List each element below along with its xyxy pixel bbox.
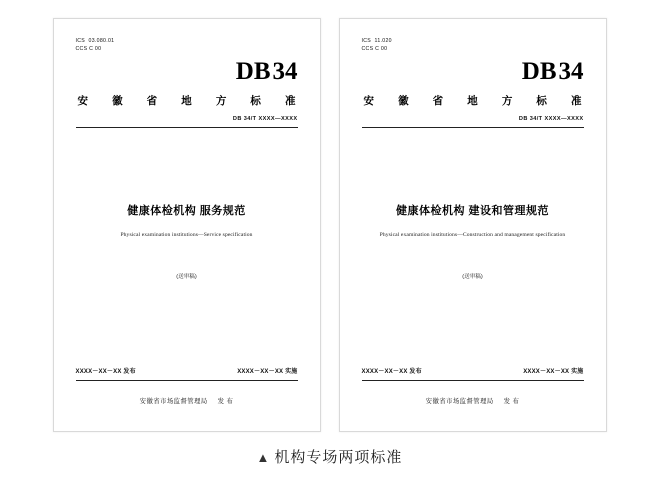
issuer-name: 安徽省市场监督管理局 — [139, 398, 208, 405]
title-block — [76, 202, 298, 238]
ccs-code: CCS C 00 — [75, 46, 102, 52]
triangle-marker-icon: ▲ — [256, 450, 271, 465]
province-char: 地 — [467, 95, 478, 107]
province-char: 地 — [181, 95, 192, 107]
classification-codes — [362, 37, 584, 53]
draft-status-note: (送审稿) — [176, 274, 197, 280]
footer-divider — [362, 380, 584, 381]
province-standard-title — [362, 93, 584, 108]
standard-title-en: Physical examination institutions—Construction and management specification — [379, 232, 566, 238]
issue-date: XXXX－XX－XX 发布 — [75, 369, 136, 375]
province-char: 徽 — [112, 95, 123, 107]
standard-cover-service-specification — [53, 18, 321, 432]
province-char: 方 — [215, 95, 227, 107]
ccs-code: CCS C 00 — [361, 46, 388, 52]
issuer-line — [76, 396, 298, 405]
province-char: 省 — [432, 95, 444, 107]
province-char: 省 — [146, 95, 158, 107]
issuer-name: 安徽省市场监督管理局 — [425, 398, 494, 405]
footer-divider — [76, 380, 298, 381]
caption-text: 机构专场两项标准 — [274, 449, 403, 466]
dates-row — [362, 366, 584, 375]
cover-content — [362, 37, 584, 417]
db-logo-number: 34 — [558, 58, 584, 85]
province-char: 方 — [501, 95, 513, 107]
ics-code: ICS 03.080.01 — [75, 38, 115, 44]
db-logo-number: 34 — [272, 58, 298, 85]
header-divider — [362, 127, 584, 128]
db-logo — [76, 59, 298, 84]
province-char: 标 — [536, 95, 547, 107]
header-divider — [76, 127, 298, 128]
province-char: 徽 — [398, 95, 409, 107]
standard-number: DB 34/T XXXX—XXXX — [518, 116, 584, 122]
province-char: 安 — [363, 95, 374, 107]
db-logo — [362, 59, 584, 84]
db-logo-prefix: DB — [521, 58, 557, 85]
province-char: 准 — [570, 95, 582, 107]
cover-content — [76, 37, 298, 417]
issuer-action: 发 布 — [217, 398, 234, 405]
issuer-line — [362, 396, 584, 405]
draft-status-note: (送审稿) — [462, 274, 483, 280]
province-char: 准 — [284, 95, 296, 107]
classification-codes — [76, 37, 298, 53]
issue-date: XXXX－XX－XX 发布 — [361, 369, 422, 375]
province-char: 安 — [77, 95, 88, 107]
standard-cover-construction-management-specification — [339, 18, 607, 432]
province-standard-title — [76, 93, 298, 108]
issuer-action: 发 布 — [503, 398, 520, 405]
title-block — [362, 202, 584, 238]
ics-code: ICS 11.020 — [361, 38, 392, 44]
standard-title-cn: 健康体检机构 服务规范 — [127, 205, 246, 217]
figure-caption — [0, 446, 659, 467]
db-logo-prefix: DB — [235, 58, 271, 85]
dates-row — [76, 366, 298, 375]
province-char: 标 — [250, 95, 261, 107]
standard-title-en: Physical examination institutions—Service specification — [120, 232, 253, 238]
effective-date: XXXX－XX－XX 实施 — [237, 369, 298, 375]
standard-title-cn: 健康体检机构 建设和管理规范 — [395, 205, 550, 217]
standard-number: DB 34/T XXXX—XXXX — [232, 116, 298, 122]
effective-date: XXXX－XX－XX 实施 — [523, 369, 584, 375]
standard-covers-group — [0, 18, 659, 432]
